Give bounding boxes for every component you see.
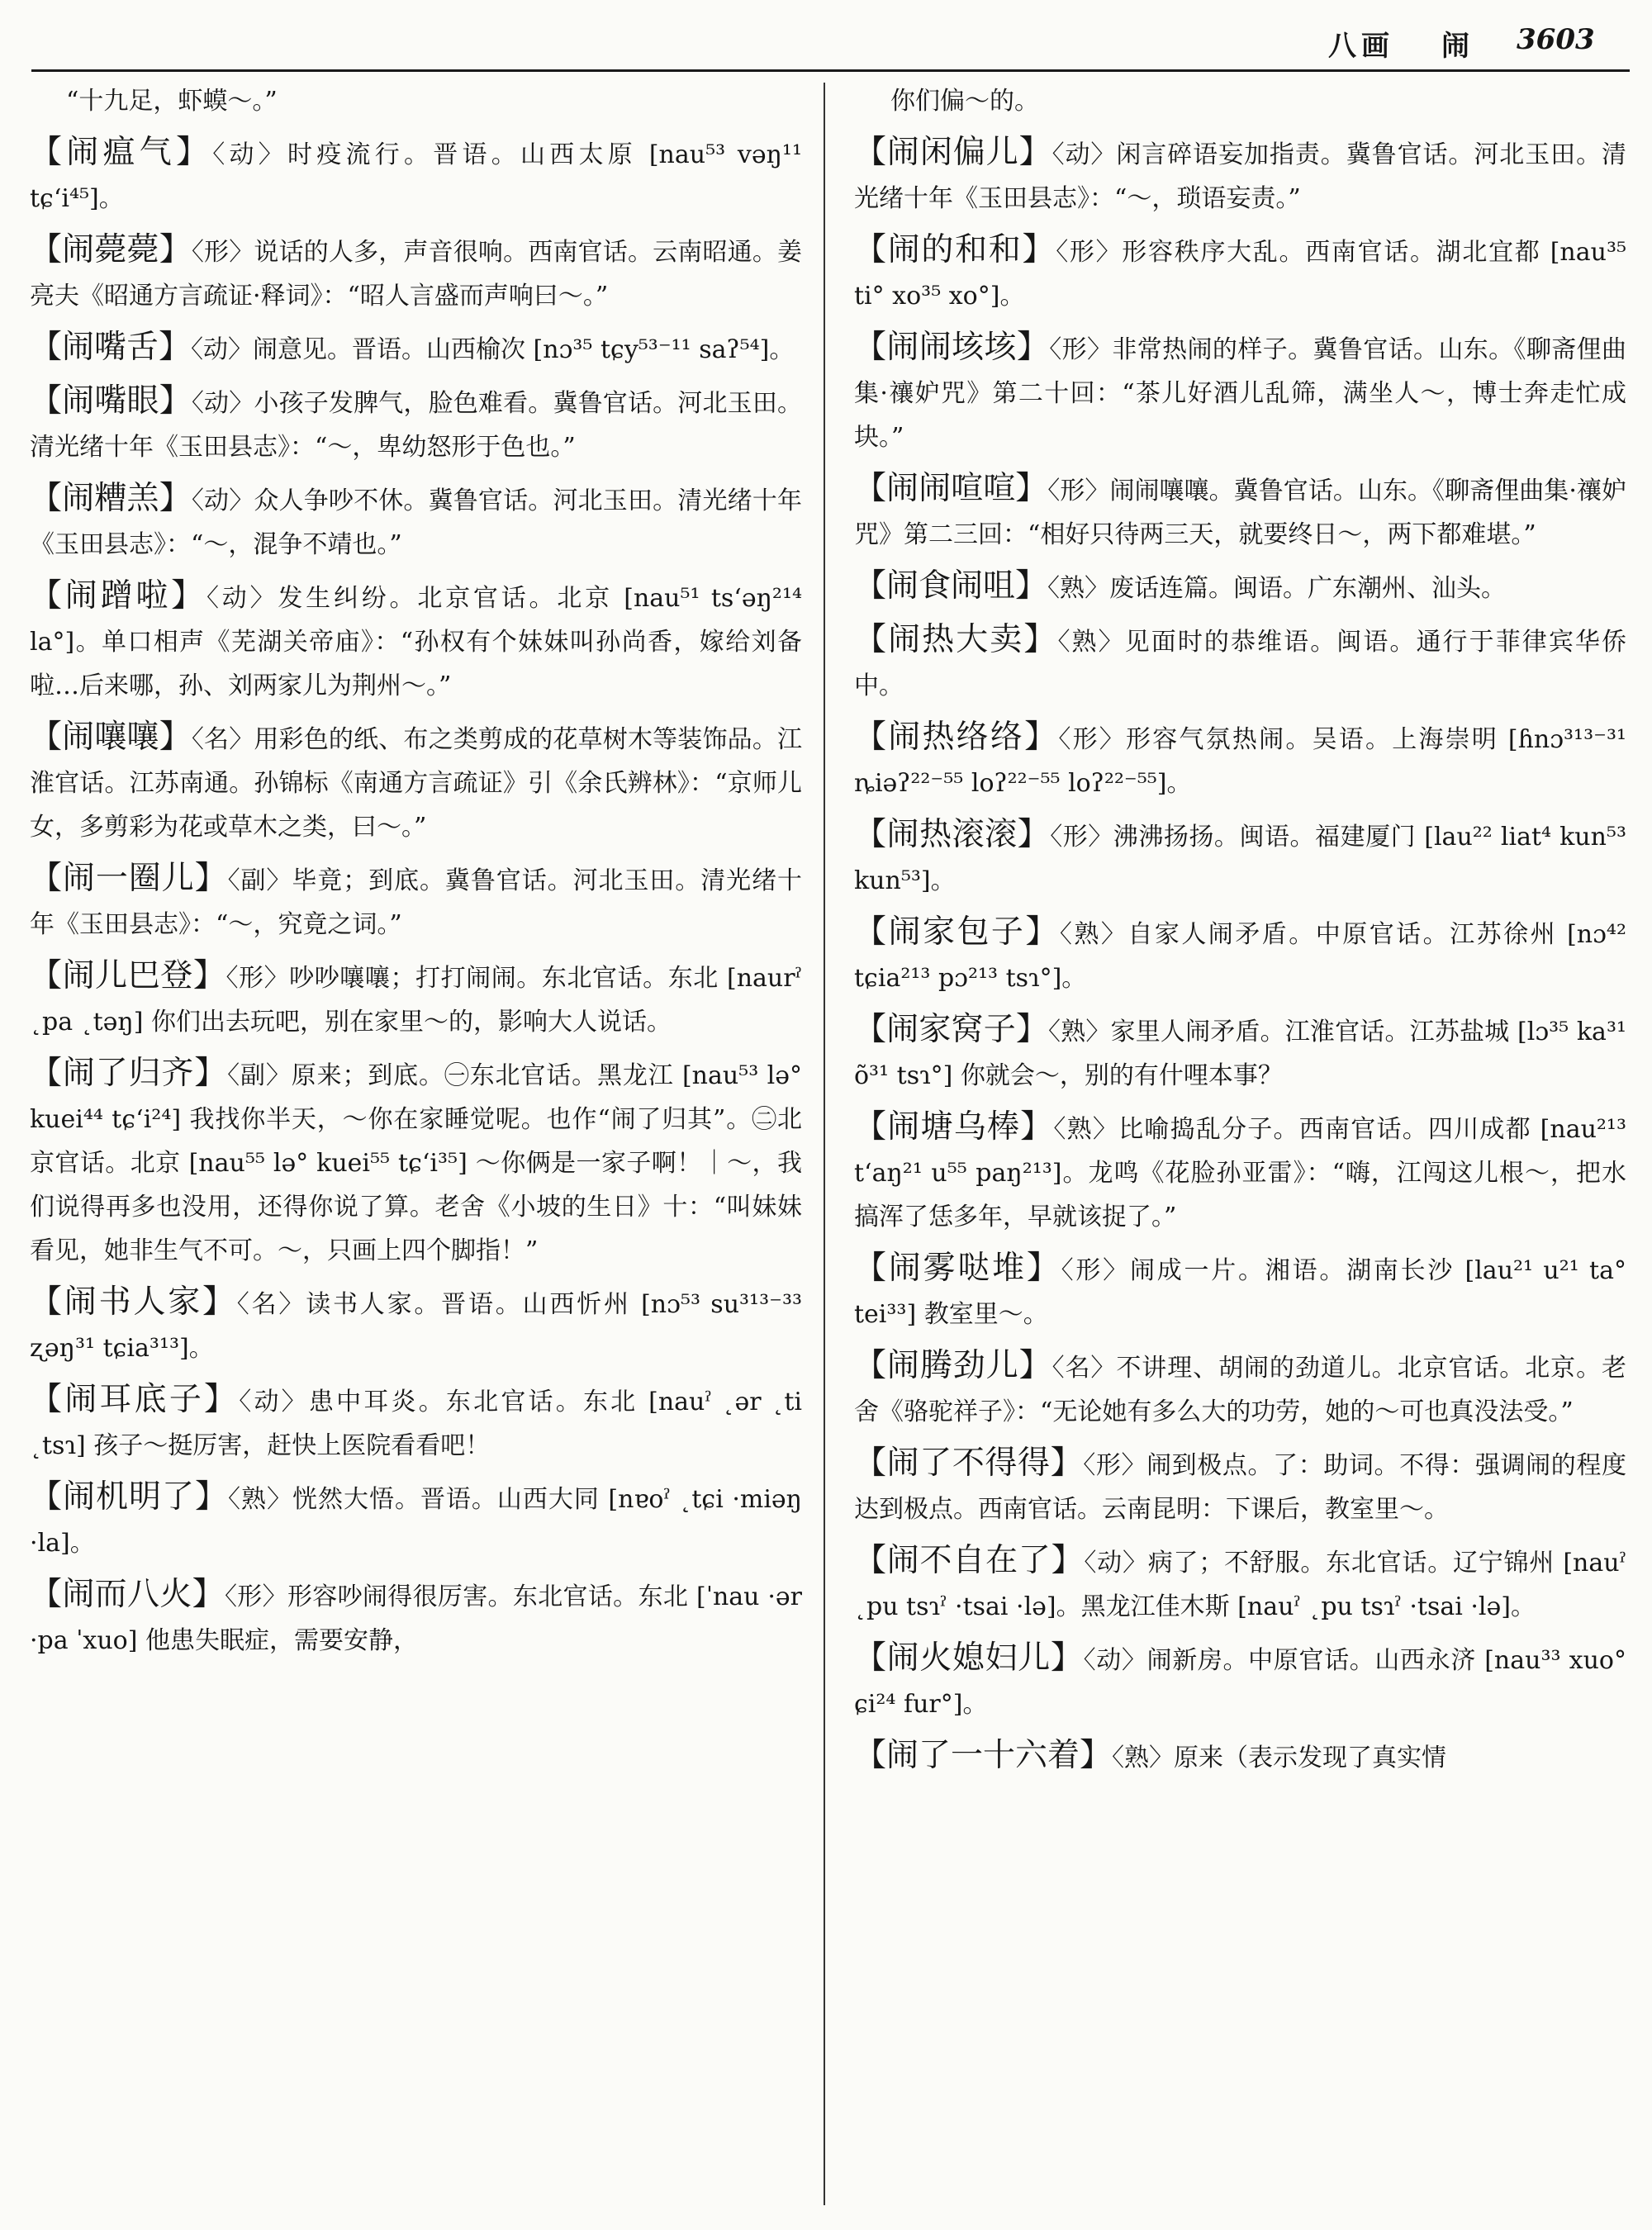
entry-definition: 〈动〉时疫流行。晋语。山西太原 [nau⁵³ vəŋ¹¹ tɕʻi⁴⁵]。 xyxy=(30,140,802,213)
entry-definition: 〈形〉闹到极点。了：助词。不得：强调闹的程度达到极点。西南官话。云南昆明：下课后，教室里～。 xyxy=(854,1451,1626,1524)
dictionary-entry xyxy=(854,910,1626,1000)
entry-headword: 【闹火媳妇儿】 xyxy=(854,1639,1084,1677)
entry-definition: 〈动〉患中耳炎。东北官话。东北 [nauˀ ˛ər ˛ti ˛tsɿ] 孩子～挺厉害，赶快上医院看看吧！ xyxy=(30,1388,802,1460)
entry-headword: 【闹耳底子】 xyxy=(30,1381,240,1418)
entry-definition: 〈副〉毕竟；到底。冀鲁官话。河北玉田。清光绪十年《玉田县志》：“～，究竟之词。” xyxy=(30,866,802,939)
entry-definition: 你们偏～的。 xyxy=(890,87,1039,116)
column-divider xyxy=(824,83,825,2205)
dictionary-entry xyxy=(30,130,802,221)
dictionary-entry xyxy=(854,467,1626,557)
dictionary-entry xyxy=(30,1475,802,1565)
entry-headword: 【闹热滚滚】 xyxy=(854,816,1051,853)
entry-headword: 【闹闹喧喧】 xyxy=(854,470,1048,507)
dictionary-entry xyxy=(854,325,1626,459)
entry-headword: 【闹不自在了】 xyxy=(854,1542,1085,1579)
entry-definition: 〈动〉闲言碎语妄加指责。冀鲁官话。河北玉田。清光绪十年《玉田县志》：“～，琐语妄责。” xyxy=(854,140,1626,213)
dictionary-entry xyxy=(854,564,1626,610)
dictionary-entry xyxy=(854,1636,1626,1726)
entry-definition: 〈熟〉原来（表示发现了真实情 xyxy=(1112,1744,1447,1772)
entry-headword: 【闹书人家】 xyxy=(30,1283,237,1321)
dictionary-entry xyxy=(30,1378,802,1468)
entry-headword: 【闹嚷嚷】 xyxy=(30,719,192,756)
entry-definition: 〈形〉形容秩序大乱。西南官话。湖北宜都 [nau³⁵ ti° xo³⁵ xo°]。 xyxy=(854,238,1626,311)
dictionary-entry xyxy=(30,1280,802,1370)
entry-definition: 〈熟〉见面时的恭维语。闽语。通行于菲律宾华侨中。 xyxy=(854,628,1626,700)
dictionary-entry xyxy=(30,574,802,708)
entry-definition: 〈形〉说话的人多，声音很响。西南官话。云南昭通。姜亮夫《昭通方言疏证·释词》：“昭人言盛而声响曰～。” xyxy=(30,238,802,311)
dictionary-entry xyxy=(854,79,1626,123)
dictionary-entry xyxy=(854,1246,1626,1336)
dictionary-entry xyxy=(854,618,1626,708)
entry-headword: 【闹家窝子】 xyxy=(854,1011,1049,1048)
entry-definition: 〈动〉病了；不舒服。东北官话。辽宁锦州 [nauˀ ˛pu tsɿˀ ·tsai ·lə]。黑龙江佳木斯 [nauˀ ˛pu tsɿˀ ·tsai ·lə]。 xyxy=(854,1549,1626,1621)
entry-definition: 〈动〉发生纠纷。北京官话。北京 [nau⁵¹ tsʻəŋ²¹⁴ la°]。单口相声《芜湖关帝庙》：“孙权有个妹妹叫孙尚香，嫁给刘备啦…后来哪，孙、刘两家儿为荆州～。” xyxy=(30,584,802,700)
header-index-character: 闹 xyxy=(1441,30,1469,63)
dictionary-entry xyxy=(854,1539,1626,1629)
dictionary-entry xyxy=(30,1573,802,1663)
entry-headword: 【闹腾劲儿】 xyxy=(854,1347,1052,1384)
dictionary-entry xyxy=(30,477,802,567)
entry-definition: 〈副〉原来；到底。㊀东北官话。黑龙江 [nau⁵³ lə° kuei⁴⁴ tɕʻi²⁴] 我找你半天，～你在家睡觉呢。也作“闹了归其”。㊁北京官话。北京 [nau⁵⁵ lə° kuei⁵⁵ tɕʻi³⁵] ～你俩是一家子啊！｜～，我们说得再多也没用，还得你说了算。老舍《小坡的生日》十：“叫妹妹看见，她非生气不可。～，只画上四个脚指！” xyxy=(30,1061,802,1265)
page-header xyxy=(0,0,1652,66)
dictionary-entry xyxy=(30,856,802,947)
entry-definition: 〈形〉形容气氛热闹。吴语。上海崇明 [ɦnɔ³¹³⁻³¹ ȵiəʔ²²⁻⁵⁵ loʔ²²⁻⁵⁵ loʔ²²⁻⁵⁵]。 xyxy=(854,725,1626,798)
header-section-label: 八画 xyxy=(1328,30,1394,63)
entry-headword: 【闹热大卖】 xyxy=(854,621,1058,658)
entry-headword: 【闹了归齐】 xyxy=(30,1055,228,1092)
dictionary-entry xyxy=(854,1344,1626,1434)
entry-definition: 〈形〉吵吵嚷嚷；打打闹闹。东北官话。东北 [naurˀ ˛pa ˛təŋ] 你们出去玩吧，别在家里～的，影响大人说话。 xyxy=(30,964,802,1037)
dictionary-entry xyxy=(854,715,1626,805)
dictionary-entry xyxy=(30,228,802,318)
entry-definition: 〈熟〉自家人闹矛盾。中原官话。江苏徐州 [nɔ⁴² tɕia²¹³ pɔ²¹³ tsɿ°]。 xyxy=(854,920,1626,993)
dictionary-entry xyxy=(30,379,802,469)
entry-definition: 〈名〉读书人家。晋语。山西忻州 [nɔ⁵³ su³¹³⁻³³ ʐəŋ³¹ tɕia³¹³]。 xyxy=(30,1290,802,1363)
dictionary-entry xyxy=(30,715,802,849)
entry-headword: 【闹闹垓垓】 xyxy=(854,329,1050,366)
entry-headword: 【闹蹭啦】 xyxy=(30,577,206,614)
entry-headword: 【闹薨薨】 xyxy=(30,231,192,268)
dictionary-entry xyxy=(854,1441,1626,1531)
entry-headword: 【闹一圈儿】 xyxy=(30,860,228,897)
dictionary-entry xyxy=(854,130,1626,221)
entry-headword: 【闹糟羔】 xyxy=(30,480,192,517)
dictionary-entry xyxy=(854,813,1626,903)
entry-headword: 【闹嘴舌】 xyxy=(30,329,192,366)
dictionary-entry xyxy=(30,325,802,372)
entry-headword: 【闹儿巴登】 xyxy=(30,957,226,994)
right-column xyxy=(854,79,1626,2210)
entry-headword: 【闹热络络】 xyxy=(854,719,1059,756)
dictionary-entry xyxy=(30,954,802,1044)
entry-definition: 〈动〉闹意见。晋语。山西榆次 [nɔ³⁵ tɕy⁵³⁻¹¹ saʔ⁵⁴]。 xyxy=(191,335,795,364)
entry-definition: 〈形〉非常热闹的样子。冀鲁官话。山东。《聊斋俚曲集·禳妒咒》第二十回：“茶儿好酒儿乱筛，满坐人～，博士奔走忙成块。” xyxy=(854,335,1626,452)
entry-definition: “十九足，虾蟆～。” xyxy=(66,87,278,116)
entry-headword: 【闹家包子】 xyxy=(854,913,1060,951)
entry-headword: 【闹了不得得】 xyxy=(854,1445,1084,1482)
dictionary-entry xyxy=(854,228,1626,318)
entry-headword: 【闹的和和】 xyxy=(854,231,1056,268)
dictionary-entry xyxy=(30,79,802,123)
dictionary-entry xyxy=(854,1734,1626,1780)
dictionary-entry xyxy=(854,1008,1626,1098)
entry-definition: 〈形〉形容吵闹得很厉害。东北官话。东北 [ˈnau ·ər ·pa ˈxuo] 他患失眠症，需要安静， xyxy=(30,1582,802,1655)
entry-definition: 〈熟〉比喻捣乱分子。西南官话。四川成都 [nau²¹³ tʻaŋ²¹ u⁵⁵ paŋ²¹³]。龙鸣《花脸孙亚雷》：“嗨，江闯这儿根～，把水搞浑了恁多年，早就该捉了。” xyxy=(854,1115,1626,1231)
entry-definition: 〈熟〉废话连篇。闽语。广东潮州、汕头。 xyxy=(1047,574,1507,603)
dictionary-entry xyxy=(854,1105,1626,1239)
entry-headword: 【闹雾哒堆】 xyxy=(854,1250,1061,1287)
entry-headword: 【闹塘乌棒】 xyxy=(854,1108,1054,1146)
entry-definition: 〈名〉用彩色的纸、布之类剪成的花草树木等装饰品。江淮官话。江苏南通。孙锦标《南通方言疏证》引《余氏辨林》：“京师儿女，多剪彩为花或草木之类，曰～。” xyxy=(30,725,802,842)
left-column xyxy=(30,79,802,2210)
entry-definition: 〈熟〉恍然大悟。晋语。山西大同 [nɐoˀ ˛tɕi ·miəŋ ·la]。 xyxy=(30,1485,802,1558)
entry-headword: 【闹了一十六着】 xyxy=(854,1737,1113,1774)
entry-headword: 【闹闲偏儿】 xyxy=(854,134,1052,171)
entry-definition: 〈形〉沸沸扬扬。闽语。福建厦门 [lau²² liat⁴ kun⁵³ kun⁵³]。 xyxy=(854,823,1626,895)
entry-definition: 〈熟〉家里人闹矛盾。江淮官话。江苏盐城 [lɔ³⁵ ka³¹ õ³¹ tsɿ°] 你就会～，别的有什哩本事？ xyxy=(854,1018,1626,1090)
entry-definition: 〈名〉不讲理、胡闹的劲道儿。北京官话。北京。老舍《骆驼祥子》：“无论她有多么大的功劳，她的～可也真没法受。” xyxy=(854,1354,1626,1426)
entry-headword: 【闹嘴眼】 xyxy=(30,382,192,420)
page-number: 3603 xyxy=(1517,23,1595,56)
entry-definition: 〈动〉小孩子发脾气，脸色难看。冀鲁官话。河北玉田。清光绪十年《玉田县志》：“～，卑幼怒形于色也。” xyxy=(30,389,802,462)
dictionary-entry xyxy=(30,1051,802,1273)
entry-headword: 【闹食闹咀】 xyxy=(854,567,1048,605)
entry-definition: 〈动〉闹新房。中原官话。山西永济 [nau³³ xuo° ɕi²⁴ fur°]。 xyxy=(854,1646,1626,1719)
entry-headword: 【闹而八火】 xyxy=(30,1576,225,1613)
entry-headword: 【闹机明了】 xyxy=(30,1478,228,1516)
entry-definition: 〈动〉众人争吵不休。冀鲁官话。河北玉田。清光绪十年《玉田县志》：“～，混争不靖也。” xyxy=(30,486,802,559)
header-rule xyxy=(31,69,1630,72)
entry-headword: 【闹瘟气】 xyxy=(30,134,213,171)
entry-definition: 〈形〉闹成一片。湘语。湖南长沙 [lau²¹ u²¹ ta° tei³³] 教室里～。 xyxy=(854,1256,1626,1329)
entry-definition: 〈形〉闹闹嚷嚷。冀鲁官话。山东。《聊斋俚曲集·禳妒咒》第二三回：“相好只待两三天，就要终日～，两下都难堪。” xyxy=(854,477,1626,549)
